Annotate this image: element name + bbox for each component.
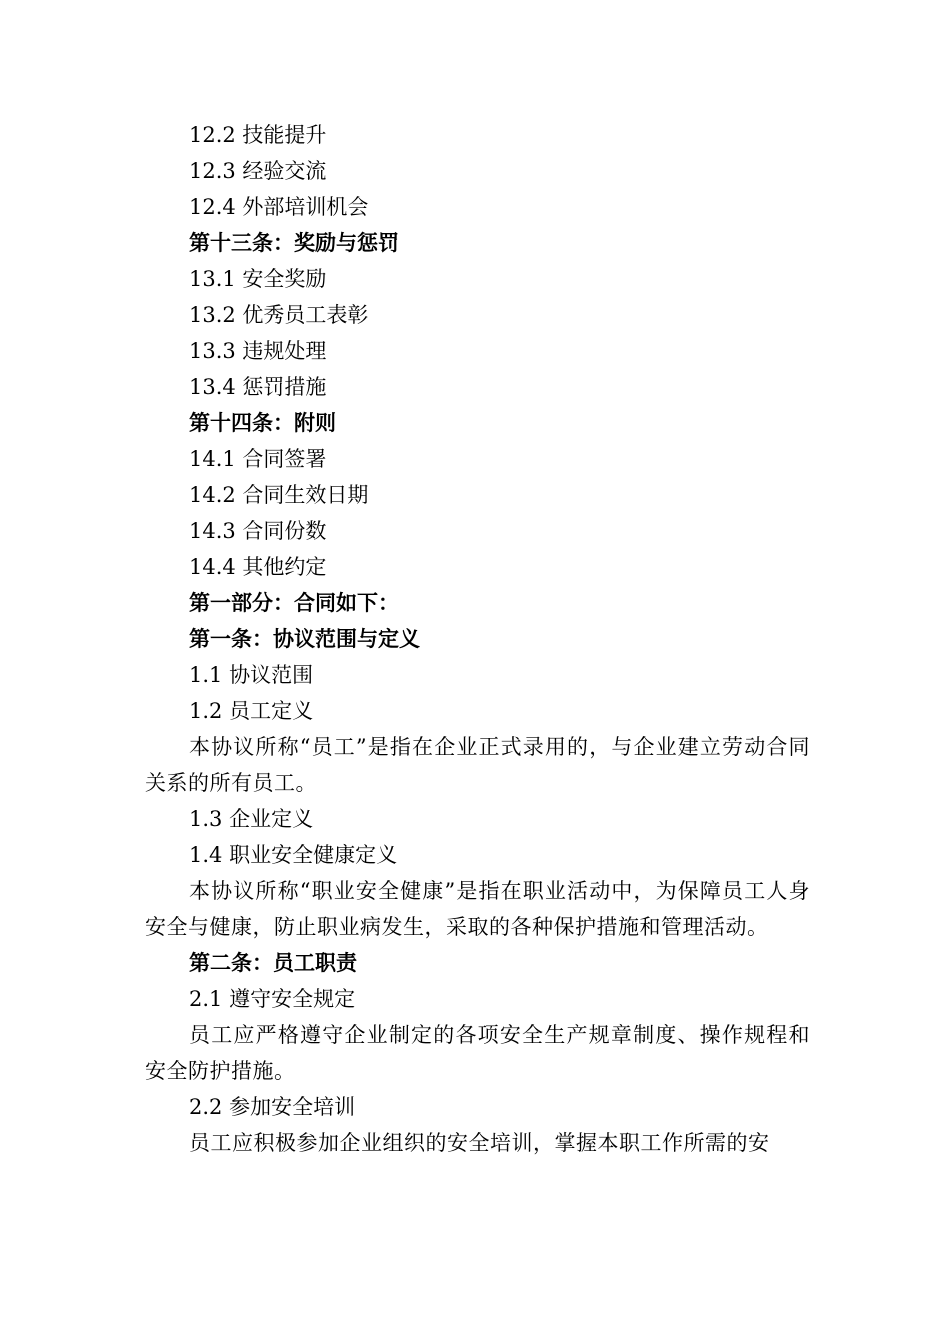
part-1-heading: 第一部分：合同如下： <box>189 591 399 615</box>
clause-1-4: 1.4 职业安全健康定义 <box>189 843 398 867</box>
clause-12-2: 12.2 技能提升 <box>189 123 327 147</box>
clause-13-3: 13.3 违规处理 <box>189 339 327 363</box>
safety-rules-paragraph: 员工应严格遵守企业制定的各项安全生产规章制度、操作规程和安全防护措施。 <box>145 1023 810 1083</box>
clause-13-2: 13.2 优秀员工表彰 <box>189 303 369 327</box>
safety-training-paragraph: 员工应积极参加企业组织的安全培训，掌握本职工作所需的安 <box>189 1131 770 1155</box>
clause-12-3: 12.3 经验交流 <box>189 159 327 183</box>
clause-13-1: 13.1 安全奖励 <box>189 267 327 291</box>
employee-definition-paragraph: 本协议所称“员工”是指在企业正式录用的，与企业建立劳动合同关系的所有员工。 <box>145 735 810 795</box>
document-page <box>145 117 810 1161</box>
clause-13-4: 13.4 惩罚措施 <box>189 375 327 399</box>
article-2-heading: 第二条：员工职责 <box>189 951 357 975</box>
article-1-heading: 第一条：协议范围与定义 <box>189 627 420 651</box>
clause-14-2: 14.2 合同生效日期 <box>189 483 369 507</box>
clause-14-3: 14.3 合同份数 <box>189 519 327 543</box>
clause-14-1: 14.1 合同签署 <box>189 447 327 471</box>
clause-1-2: 1.2 员工定义 <box>189 699 314 723</box>
ohs-definition-paragraph: 本协议所称“职业安全健康”是指在职业活动中，为保障员工人身安全与健康，防止职业病发生，采取的各种保护措施和管理活动。 <box>145 879 810 939</box>
article-14-heading: 第十四条：附则 <box>189 411 336 435</box>
clause-1-3: 1.3 企业定义 <box>189 807 314 831</box>
clause-12-4: 12.4 外部培训机会 <box>189 195 369 219</box>
clause-14-4: 14.4 其他约定 <box>189 555 327 579</box>
clause-2-2: 2.2 参加安全培训 <box>189 1095 356 1119</box>
clause-2-1: 2.1 遵守安全规定 <box>189 987 356 1011</box>
clause-1-1: 1.1 协议范围 <box>189 663 314 687</box>
article-13-heading: 第十三条：奖励与惩罚 <box>189 231 399 255</box>
